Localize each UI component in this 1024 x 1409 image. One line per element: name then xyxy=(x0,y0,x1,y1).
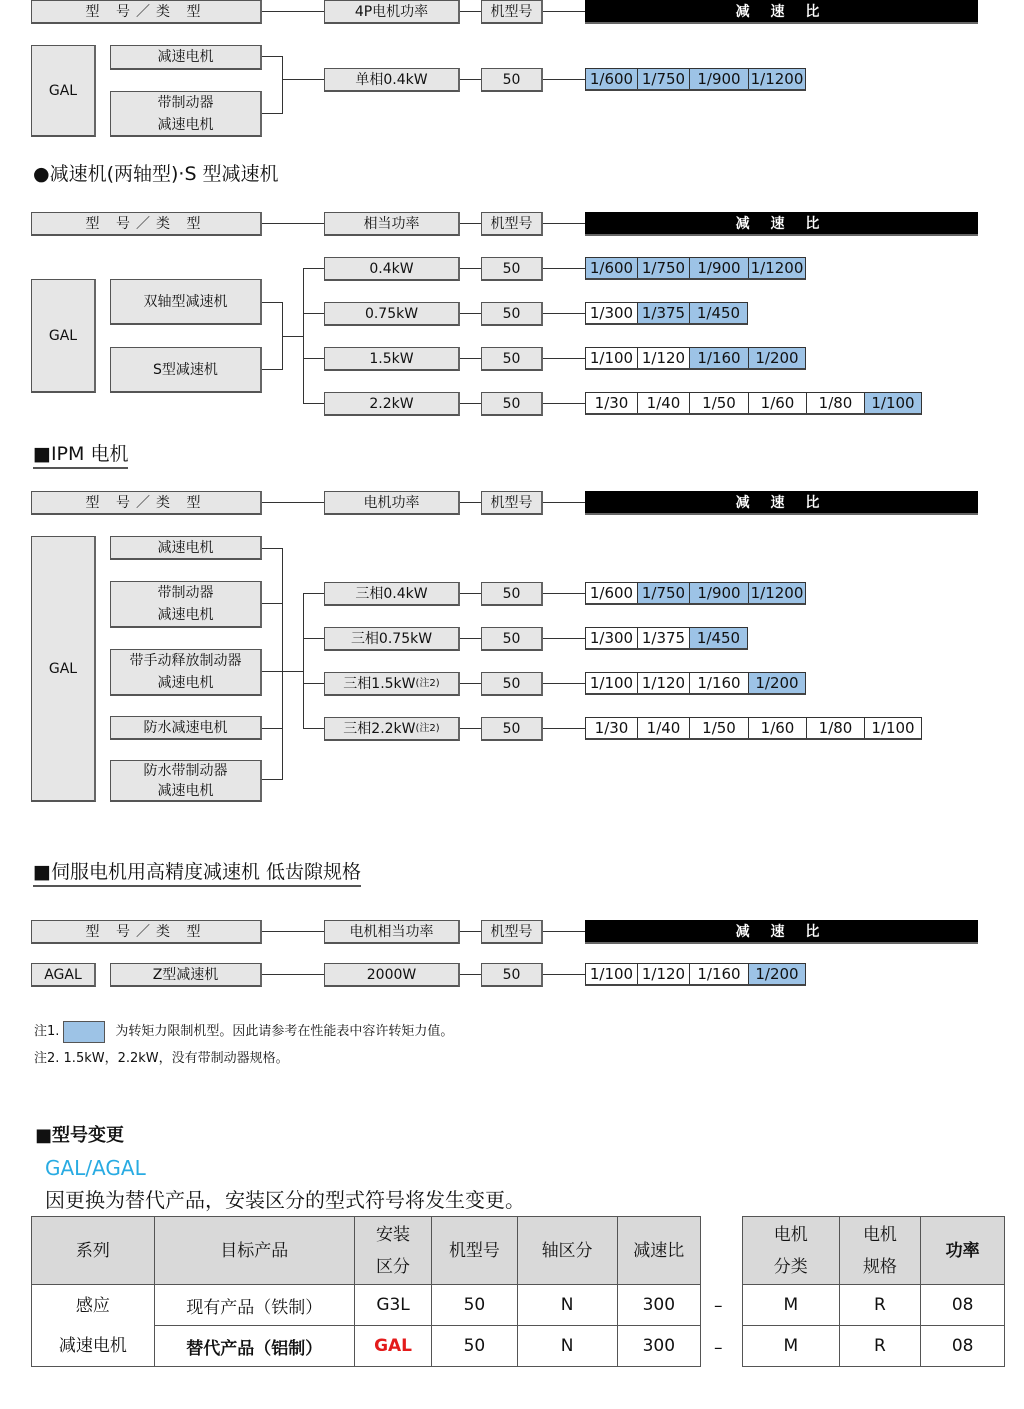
connector xyxy=(543,728,585,729)
ratio-cell: 1/1200 xyxy=(750,584,804,602)
model-box: 50 xyxy=(481,257,543,281)
ratio-cell: 1/600 xyxy=(586,69,638,89)
change-subtitle: GAL/AGAL xyxy=(45,1156,146,1180)
connector xyxy=(303,358,324,359)
type-box: 双轴型减速机 xyxy=(110,279,262,325)
note-2: 注2. 1.5kW，2.2kW，没有带制动器规格。 xyxy=(34,1051,289,1066)
ratio-cell: 1/200 xyxy=(749,964,805,984)
model-box: 50 xyxy=(481,717,543,741)
ratio-cell: 1/30 xyxy=(586,393,638,413)
type-line: 带手动释放制动器 xyxy=(129,653,242,669)
connector xyxy=(543,223,585,224)
connector xyxy=(460,11,481,12)
connector xyxy=(460,593,481,594)
ratio-row xyxy=(585,257,806,280)
power-header: 4P电机功率 xyxy=(324,0,460,24)
connector xyxy=(543,313,585,314)
section-title: ●减速机(两轴型)·S 型减速机 xyxy=(33,163,279,185)
series-cell xyxy=(32,1285,155,1367)
ratio-cell: 1/900 xyxy=(690,258,749,278)
ratio-cell: 1/450 xyxy=(690,628,747,648)
type-line: 减速电机 xyxy=(157,607,214,623)
shaft-cell: N xyxy=(517,1326,617,1367)
power-box: 0.75kW xyxy=(324,302,460,326)
connector xyxy=(460,728,481,729)
header-line: 电机 xyxy=(773,1224,808,1245)
power-header: 电机功率 xyxy=(324,491,460,515)
ratio-cell: 1/120 xyxy=(638,348,690,368)
note-prefix: 注1. xyxy=(34,1024,60,1039)
ratio-cell: 1/100 xyxy=(586,673,638,693)
model-box: 50 xyxy=(481,347,543,371)
shaft-cell: N xyxy=(517,1285,617,1326)
ratio-cell: 1/40 xyxy=(638,718,690,738)
ratio-cell: 1/750 xyxy=(638,69,690,89)
model-change-table xyxy=(31,1216,701,1367)
model-cell: 50 xyxy=(432,1285,517,1326)
connector xyxy=(460,974,481,975)
power-box: 2.2kW xyxy=(324,392,460,416)
note-ref: (注2) xyxy=(415,677,440,689)
ratio-cell: 1/100 xyxy=(865,393,921,413)
header-line: 区分 xyxy=(376,1256,411,1277)
power-label: 三相2.2kW xyxy=(343,720,416,737)
model-box: 50 xyxy=(481,963,543,987)
type-line: 带制动器 xyxy=(157,585,214,601)
power-cell: 08 xyxy=(921,1326,1005,1367)
reduction-ratio-header: 减 速 比 xyxy=(585,491,978,515)
connector xyxy=(543,931,585,932)
table-row xyxy=(743,1285,1005,1326)
ratio-cell: 300 xyxy=(617,1285,700,1326)
note-ref: (注2) xyxy=(415,722,440,734)
connector xyxy=(262,113,282,114)
reduction-ratio-header: 减 速 比 xyxy=(585,212,978,236)
ratio-cell: 1/120 xyxy=(638,673,690,693)
header-mount xyxy=(354,1217,432,1285)
type-line: 减速电机 xyxy=(157,782,214,799)
ratio-cell: 1/900 xyxy=(690,583,749,603)
table-row xyxy=(743,1326,1005,1367)
series-box: GAL xyxy=(31,45,96,137)
model-no-header: 机型号 xyxy=(481,0,543,24)
connector xyxy=(543,358,585,359)
type-box xyxy=(110,760,262,802)
type-box: 减速电机 xyxy=(110,536,262,560)
power-label: 三相1.5kW xyxy=(343,675,416,692)
ratio-cell: 1/160 xyxy=(690,673,749,693)
ratio-cell: 1/100 xyxy=(586,964,638,984)
header-motor-class xyxy=(743,1217,840,1285)
power-box: 三相0.4kW xyxy=(324,582,460,606)
series-box: GAL xyxy=(31,536,96,802)
ratio-row xyxy=(585,672,806,695)
connector xyxy=(282,79,324,80)
connector xyxy=(262,931,324,932)
motor-spec-cell: R xyxy=(839,1285,921,1326)
type-box: S型减速机 xyxy=(110,347,262,393)
type-line: 带制动器 xyxy=(157,94,214,111)
connector xyxy=(303,728,324,729)
model-type-header: 型 号／类 型 xyxy=(31,920,262,944)
model-type-header: 型 号／类 型 xyxy=(31,491,262,515)
connector xyxy=(543,502,585,503)
type-box: Z型减速机 xyxy=(110,963,262,987)
model-type-header: 型 号／类 型 xyxy=(31,0,262,24)
connector xyxy=(282,56,283,114)
power-box: 1.5kW xyxy=(324,347,460,371)
model-type-header: 型 号／类 型 xyxy=(31,212,262,236)
connector xyxy=(460,403,481,404)
connector xyxy=(543,268,585,269)
type-box: 减速电机 xyxy=(110,45,262,70)
type-box: 防水减速电机 xyxy=(110,716,262,740)
ratio-row xyxy=(585,347,806,370)
target-cell: 替代产品（铝制） xyxy=(154,1326,354,1367)
power-cell: 08 xyxy=(921,1285,1005,1326)
connector xyxy=(262,974,324,975)
connector xyxy=(303,638,324,639)
header-target: 目标产品 xyxy=(154,1217,354,1285)
connector xyxy=(303,593,304,729)
connector xyxy=(543,638,585,639)
ratio-row xyxy=(585,582,806,605)
dash: – xyxy=(714,1338,723,1358)
ratio-cell: 1/600 xyxy=(586,258,638,278)
model-no-header: 机型号 xyxy=(481,212,543,236)
connector xyxy=(303,593,324,594)
connector xyxy=(262,728,282,729)
change-description: 因更换为替代产品，安装区分的型式符号将发生变更。 xyxy=(45,1188,525,1212)
ratio-cell: 1/80 xyxy=(807,718,865,738)
connector xyxy=(543,11,585,12)
ratio-cell: 1/160 xyxy=(690,964,749,984)
series-line: 减速电机 xyxy=(58,1335,127,1356)
type-box xyxy=(110,91,262,137)
type-box xyxy=(110,649,262,696)
connector xyxy=(262,11,324,12)
connector xyxy=(543,79,585,80)
connector xyxy=(460,79,481,80)
mount-cell: G3L xyxy=(354,1285,432,1326)
connector xyxy=(460,638,481,639)
model-box: 50 xyxy=(481,627,543,651)
connector xyxy=(543,403,585,404)
connector xyxy=(460,268,481,269)
dash: – xyxy=(714,1296,723,1316)
ratio-cell: 1/60 xyxy=(749,718,807,738)
model-no-header: 机型号 xyxy=(481,920,543,944)
ratio-cell: 1/600 xyxy=(586,583,638,603)
ratio-cell: 1/80 xyxy=(807,393,865,413)
connector xyxy=(460,683,481,684)
section-title: ■IPM 电机 xyxy=(33,442,128,469)
power-header: 电机相当功率 xyxy=(324,920,460,944)
note-1 xyxy=(34,1020,453,1043)
model-box: 50 xyxy=(481,302,543,326)
connector xyxy=(262,779,282,780)
series-box: GAL xyxy=(31,279,96,393)
ratio-cell: 1/450 xyxy=(690,303,747,323)
connector xyxy=(262,56,282,57)
ratio-cell: 1/50 xyxy=(690,718,749,738)
ratio-row xyxy=(585,717,922,740)
connector xyxy=(262,223,324,224)
model-box: 50 xyxy=(481,68,543,92)
ratio-cell: 1/300 xyxy=(586,303,638,323)
ratio-row xyxy=(585,963,806,986)
header-shaft: 轴区分 xyxy=(517,1217,617,1285)
model-no-header: 机型号 xyxy=(481,491,543,515)
ratio-cell: 1/750 xyxy=(638,258,690,278)
ratio-cell: 1/120 xyxy=(638,964,690,984)
connector xyxy=(282,336,303,337)
model-cell: 50 xyxy=(432,1326,517,1367)
ratio-cell: 1/100 xyxy=(586,348,638,368)
connector xyxy=(303,268,304,404)
ratio-cell: 1/50 xyxy=(690,393,749,413)
power-box xyxy=(324,672,460,696)
target-cell: 现有产品（铁制） xyxy=(154,1285,354,1326)
ratio-row xyxy=(585,392,922,415)
type-line: 减速电机 xyxy=(157,675,214,691)
connector xyxy=(460,223,481,224)
motor-spec-cell: R xyxy=(839,1326,921,1367)
power-box xyxy=(324,717,460,741)
ratio-cell: 1/200 xyxy=(749,673,805,693)
connector xyxy=(543,974,585,975)
ratio-cell: 1/300 xyxy=(586,628,638,648)
limited-torque-swatch xyxy=(63,1021,105,1043)
ratio-cell: 1/60 xyxy=(749,393,807,413)
connector xyxy=(303,683,324,684)
connector xyxy=(303,313,324,314)
table-row xyxy=(32,1285,701,1326)
ratio-row xyxy=(585,68,806,91)
connector xyxy=(543,683,585,684)
connector xyxy=(543,593,585,594)
ratio-row xyxy=(585,302,748,325)
connector xyxy=(303,268,324,269)
reduction-ratio-header: 减 速 比 xyxy=(585,920,978,944)
ratio-cell: 1/375 xyxy=(638,628,690,648)
connector xyxy=(282,548,283,780)
header-line: 电机 xyxy=(862,1224,897,1245)
model-box: 50 xyxy=(481,672,543,696)
ratio-row xyxy=(585,627,748,650)
model-box: 50 xyxy=(481,582,543,606)
connector xyxy=(262,502,324,503)
type-line: 防水带制动器 xyxy=(143,762,228,779)
header-line: 安装 xyxy=(376,1224,411,1245)
type-box xyxy=(110,581,262,628)
header-series: 系列 xyxy=(32,1217,155,1285)
ratio-cell: 1/900 xyxy=(690,69,749,89)
mount-cell: GAL xyxy=(354,1326,432,1367)
power-box: 三相0.75kW xyxy=(324,627,460,651)
model-change-table-2 xyxy=(742,1216,1005,1367)
series-line: 感应 xyxy=(75,1295,110,1316)
power-box: 单相0.4kW xyxy=(324,68,460,92)
power-header: 相当功率 xyxy=(324,212,460,236)
connector xyxy=(303,403,324,404)
header-motor-spec xyxy=(839,1217,921,1285)
connector xyxy=(262,369,282,370)
ratio-cell: 1/30 xyxy=(586,718,638,738)
ratio-cell: 1/750 xyxy=(638,583,690,603)
connector xyxy=(460,502,481,503)
ratio-cell: 1/375 xyxy=(638,303,690,323)
connector xyxy=(460,358,481,359)
header-line: 分类 xyxy=(773,1256,808,1277)
header-model: 机型号 xyxy=(432,1217,517,1285)
ratio-cell: 1/40 xyxy=(638,393,690,413)
header-power: 功率 xyxy=(921,1217,1005,1285)
ratio-cell: 1/160 xyxy=(690,348,749,368)
reduction-ratio-header: 减 速 比 xyxy=(585,0,978,24)
connector xyxy=(262,302,282,303)
note-text: 为转矩力限制机型。因此请参考在性能表中容许转矩力值。 xyxy=(115,1024,454,1039)
type-line: 减速电机 xyxy=(157,116,214,133)
section-title: ■伺服电机用高精度减速机 低齿隙规格 xyxy=(33,860,361,887)
ratio-cell: 1/200 xyxy=(749,348,805,368)
ratio-cell: 300 xyxy=(617,1326,700,1367)
ratio-cell: 1/1200 xyxy=(750,259,804,277)
header-line: 规格 xyxy=(862,1256,897,1277)
motor-class-cell: M xyxy=(743,1285,840,1326)
ratio-cell: 1/1200 xyxy=(750,70,804,88)
model-box: 50 xyxy=(481,392,543,416)
power-box: 0.4kW xyxy=(324,257,460,281)
motor-class-cell: M xyxy=(743,1326,840,1367)
connector xyxy=(262,603,282,604)
ratio-cell: 1/100 xyxy=(865,718,921,738)
connector xyxy=(262,548,282,549)
connector xyxy=(460,313,481,314)
change-title: ■型号变更 xyxy=(35,1125,125,1146)
power-box: 2000W xyxy=(324,963,460,987)
series-box: AGAL xyxy=(31,963,96,987)
connector xyxy=(460,931,481,932)
header-ratio: 减速比 xyxy=(617,1217,700,1285)
